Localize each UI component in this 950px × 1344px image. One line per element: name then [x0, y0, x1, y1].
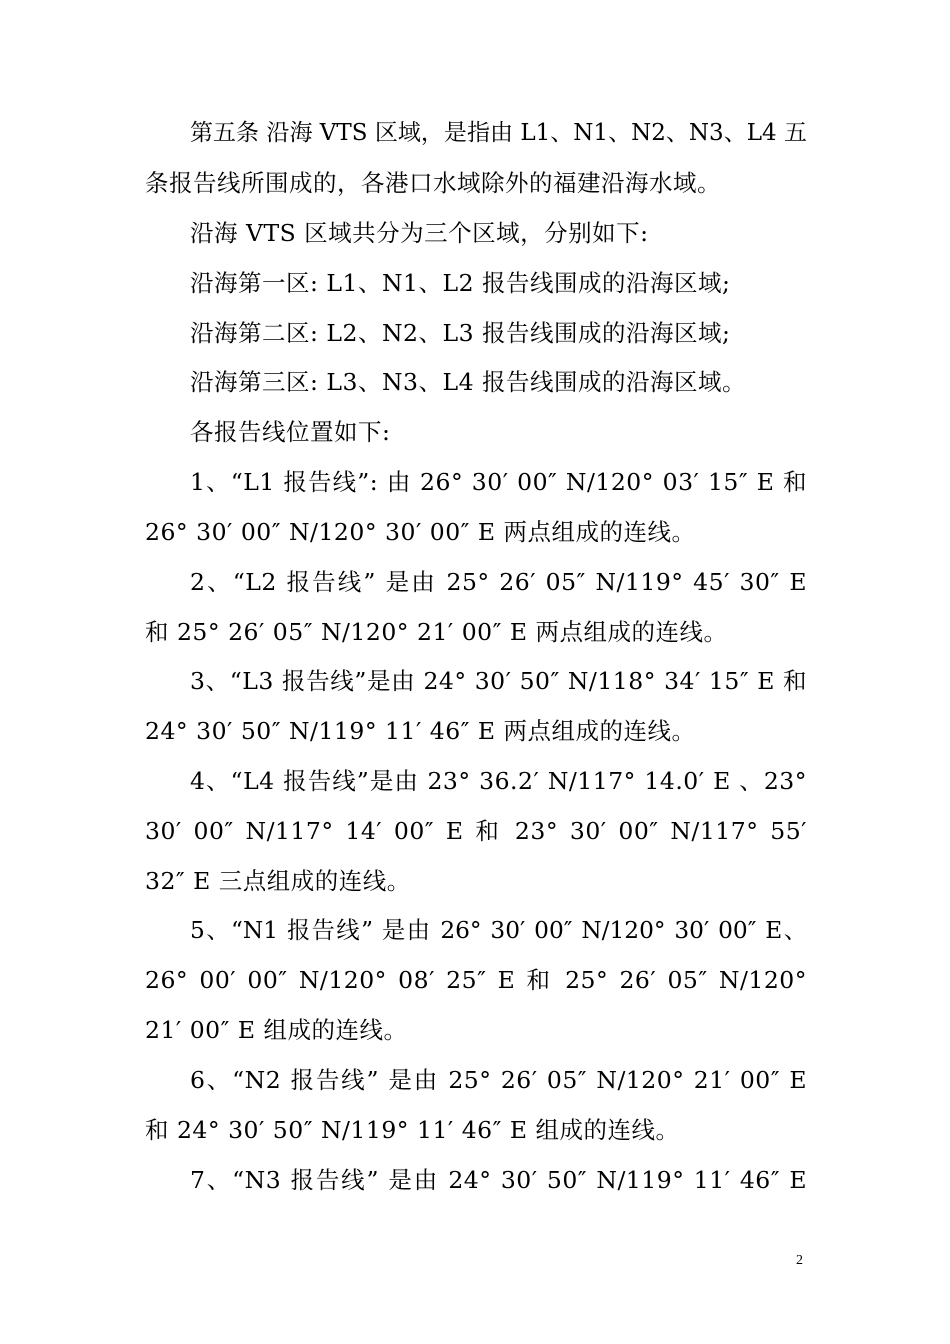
text-line: 3、“L3 报告线”是由 24° 30′ 50″ N/118° 34′ 15″ E 和 — [190, 667, 807, 695]
text-line: 各报告线位置如下: — [190, 418, 391, 446]
text-line: 4、“L4 报告线”是由 23° 36.2′ N/117° 14.0′ E 、23° — [190, 767, 807, 795]
page-number: 2 — [796, 1253, 803, 1268]
text-line: 沿海第二区: L2、N2、L3 报告线围成的沿海区域; — [190, 319, 731, 347]
text-line: 21′ 00″ E 组成的连线。 — [145, 1016, 408, 1044]
text-line: 沿海 VTS 区域共分为三个区域，分别如下: — [190, 219, 649, 247]
text-line: 30′ 00″ N/117° 14′ 00″ E 和 23° 30′ 00″ N/117° 55′ — [145, 817, 807, 845]
text-line: 沿海第三区: L3、N3、L4 报告线围成的沿海区域。 — [190, 368, 746, 396]
text-line: 5、“N1 报告线” 是由 26° 30′ 00″ N/120° 30′ 00″ E、 — [190, 917, 807, 944]
text-line: 24° 30′ 50″ N/119° 11′ 46″ E 两点组成的连线。 — [145, 717, 696, 745]
text-line: 7、“N3 报告线” 是由 24° 30′ 50″ N/119° 11′ 46″ E — [190, 1166, 807, 1194]
text-line: 26° 00′ 00″ N/120° 08′ 25″ E 和 25° 26′ 05″ N/120° — [145, 966, 807, 994]
text-line: 6、“N2 报告线” 是由 25° 26′ 05″ N/120° 21′ 00″ E — [190, 1066, 807, 1094]
text-line: 沿海第一区: L1、N1、L2 报告线围成的沿海区域; — [190, 269, 731, 297]
text-line: 条报告线所围成的，各港口水域除外的福建沿海水域。 — [145, 169, 721, 197]
text-line: 32″ E 三点组成的连线。 — [145, 867, 411, 895]
text-line: 26° 30′ 00″ N/120° 30′ 00″ E 两点组成的连线。 — [145, 518, 696, 546]
text-line: 2、“L2 报告线” 是由 25° 26′ 05″ N/119° 45′ 30″ E — [190, 568, 807, 596]
text-line: 和 25° 26′ 05″ N/120° 21′ 00″ E 两点组成的连线。 — [145, 618, 728, 646]
text-line: 1、“L1 报告线”: 由 26° 30′ 00″ N/120° 03′ 15″ E 和 — [190, 468, 807, 496]
text-line: 第五条 沿海 VTS 区域，是指由 L1、N1、N2、N3、L4 五 — [190, 120, 807, 146]
text-line: 和 24° 30′ 50″ N/119° 11′ 46″ E 组成的连线。 — [145, 1116, 680, 1144]
